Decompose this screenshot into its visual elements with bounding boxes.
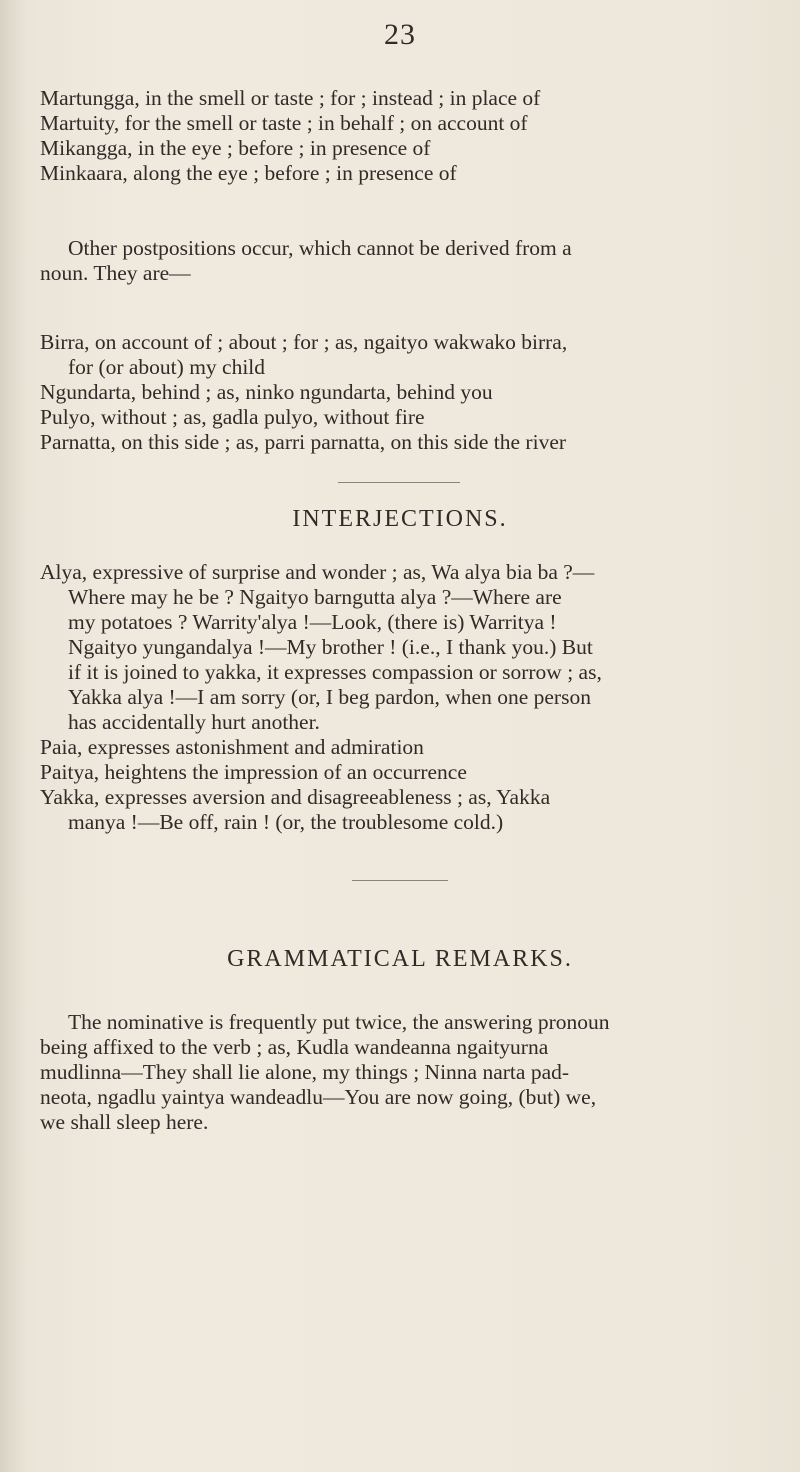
text-line: Paia, expresses astonishment and admiration — [40, 735, 424, 759]
grammatical-remarks-paragraph — [40, 1010, 770, 1135]
text-line: Martuity, for the smell or taste ; in behalf ; on account of — [40, 111, 528, 135]
text-line: mudlinna—They shall lie alone, my things ; Ninna narta pad- — [40, 1060, 570, 1084]
text-line: Yakka, expresses aversion and disagreeableness ; as, Yakka — [40, 785, 551, 809]
text-line: for (or about) my child — [68, 355, 266, 379]
text-line: being affixed to the verb ; as, Kudla wandeanna ngaityurna — [40, 1035, 549, 1059]
text-line: neota, ngadlu yaintya wandeadlu—You are now going, (but) we, — [40, 1085, 597, 1109]
text-line: Mikangga, in the eye ; before ; in presence of — [40, 136, 431, 160]
text-line: Martungga, in the smell or taste ; for ; instead ; in place of — [40, 86, 541, 110]
text-line: my potatoes ? Warrity'alya !—Look, (there is) Warritya ! — [68, 610, 557, 634]
text-line: manya !—Be off, rain ! (or, the troublesome cold.) — [68, 810, 504, 834]
text-line: Pulyo, without ; as, gadla pulyo, without fire — [40, 405, 425, 429]
text-line: Yakka alya !—I am sorry (or, I beg pardon, when one person — [68, 685, 591, 709]
section-heading-interjections: INTERJECTIONS. — [292, 506, 508, 532]
text-line: The nominative is frequently put twice, the answering pronoun — [68, 1010, 610, 1034]
text-line: Alya, expressive of surprise and wonder ; as, Wa alya bia ba ?— — [40, 560, 595, 584]
text-line: has accidentally hurt another. — [68, 710, 320, 734]
text-line: Ngundarta, behind ; as, ninko ngundarta, behind you — [40, 380, 493, 404]
text-line: Where may he be ? Ngaityo barngutta alya ?—Where are — [68, 585, 562, 609]
section-divider — [338, 482, 460, 483]
text-line: Minkaara, along the eye ; before ; in presence of — [40, 161, 457, 185]
text-line: noun. They are— — [40, 261, 191, 285]
section-divider — [352, 880, 448, 881]
interjections-list — [40, 560, 770, 835]
other-postpositions-paragraph — [40, 236, 770, 286]
section-heading-grammatical-remarks: GRAMMATICAL REMARKS. — [227, 946, 573, 972]
text-line: Ngaityo yungandalya !—My brother ! (i.e., I thank you.) But — [68, 635, 593, 659]
text-line: Parnatta, on this side ; as, parri parnatta, on this side the river — [40, 430, 567, 454]
postposition-list-nouns — [40, 86, 770, 186]
text-line: Paitya, heightens the impression of an occurrence — [40, 760, 467, 784]
text-line: we shall sleep here. — [40, 1110, 209, 1134]
text-line: if it is joined to yakka, it expresses compassion or sorrow ; as, — [68, 660, 602, 684]
page-number: 23 — [384, 18, 416, 51]
postposition-list-other — [40, 330, 770, 455]
text-line: Birra, on account of ; about ; for ; as, ngaityo wakwako birra, — [40, 330, 568, 354]
text-line: Other postpositions occur, which cannot be derived from a — [68, 236, 572, 260]
